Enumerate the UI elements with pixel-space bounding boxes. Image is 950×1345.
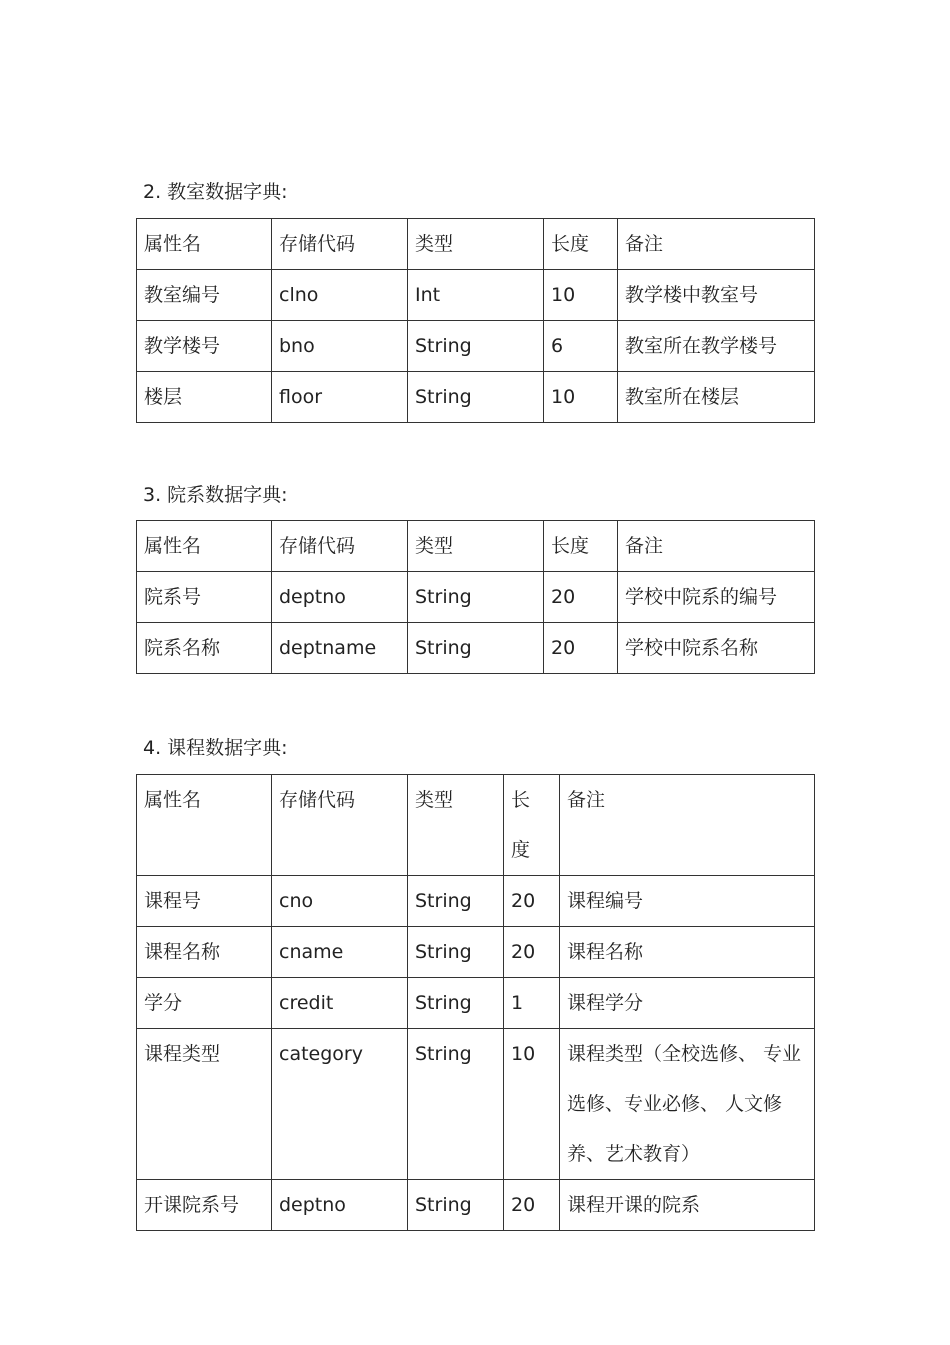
table-cell: 院系名称 xyxy=(137,623,272,674)
table-cell: 10 xyxy=(544,372,618,423)
header-cell: 备注 xyxy=(618,219,815,270)
table-row xyxy=(137,321,815,372)
table-cell: String xyxy=(408,321,544,372)
table-cell: 10 xyxy=(544,270,618,321)
table-row xyxy=(137,623,815,674)
header-cell: 备注 xyxy=(560,775,815,876)
section-title-course: 4. 课程数据字典: xyxy=(143,737,288,759)
header-cell: 存储代码 xyxy=(272,219,408,270)
header-cell: 长度 xyxy=(544,219,618,270)
department-dictionary-table xyxy=(136,520,815,674)
table-cell: 开课院系号 xyxy=(137,1180,272,1231)
table-cell: String xyxy=(408,572,544,623)
table-cell: 课程名称 xyxy=(137,927,272,978)
table-cell: 教学楼号 xyxy=(137,321,272,372)
table-cell: 课程学分 xyxy=(560,978,815,1029)
table-row xyxy=(137,572,815,623)
table-cell: cno xyxy=(272,876,408,927)
section-title-department: 3. 院系数据字典: xyxy=(143,484,288,506)
table-row xyxy=(137,1180,815,1231)
table-row xyxy=(137,876,815,927)
table-cell: 课程开课的院系 xyxy=(560,1180,815,1231)
table-cell: 6 xyxy=(544,321,618,372)
table-cell: Int xyxy=(408,270,544,321)
table-row xyxy=(137,372,815,423)
header-cell: 属性名 xyxy=(137,775,272,876)
table-cell: clno xyxy=(272,270,408,321)
section-title-classroom: 2. 教室数据字典: xyxy=(143,181,288,203)
table-cell: 学校中院系名称 xyxy=(618,623,815,674)
table-cell: 1 xyxy=(504,978,560,1029)
table-cell: category xyxy=(272,1029,408,1180)
table-cell: cname xyxy=(272,927,408,978)
header-cell: 存储代码 xyxy=(272,775,408,876)
table-cell: String xyxy=(408,927,504,978)
table-cell: floor xyxy=(272,372,408,423)
header-cell: 类型 xyxy=(408,521,544,572)
table-cell: deptno xyxy=(272,572,408,623)
table-cell: 课程类型 xyxy=(137,1029,272,1180)
table-cell: String xyxy=(408,876,504,927)
table-cell: credit xyxy=(272,978,408,1029)
table-cell: String xyxy=(408,623,544,674)
table-cell: String xyxy=(408,372,544,423)
header-cell: 属性名 xyxy=(137,521,272,572)
header-cell: 类型 xyxy=(408,219,544,270)
table-cell: deptname xyxy=(272,623,408,674)
table-cell: 课程号 xyxy=(137,876,272,927)
table-cell: deptno xyxy=(272,1180,408,1231)
table-header-row xyxy=(137,219,815,270)
header-cell: 属性名 xyxy=(137,219,272,270)
header-cell: 长度 xyxy=(544,521,618,572)
table-row xyxy=(137,978,815,1029)
table-header-row xyxy=(137,521,815,572)
header-cell: 备注 xyxy=(618,521,815,572)
header-cell: 存储代码 xyxy=(272,521,408,572)
table-cell: 楼层 xyxy=(137,372,272,423)
table-cell: 20 xyxy=(544,572,618,623)
table-cell: String xyxy=(408,1029,504,1180)
table-cell: 20 xyxy=(504,1180,560,1231)
table-cell: 20 xyxy=(544,623,618,674)
table-row xyxy=(137,1029,815,1180)
table-cell: bno xyxy=(272,321,408,372)
table-cell: 教室所在楼层 xyxy=(618,372,815,423)
table-cell: 教学楼中教室号 xyxy=(618,270,815,321)
course-dictionary-table xyxy=(136,774,815,1231)
table-cell: 10 xyxy=(504,1029,560,1180)
table-header-row xyxy=(137,775,815,876)
table-cell: 学分 xyxy=(137,978,272,1029)
header-cell: 类型 xyxy=(408,775,504,876)
table-cell: 教室编号 xyxy=(137,270,272,321)
table-cell: 课程名称 xyxy=(560,927,815,978)
classroom-dictionary-table xyxy=(136,218,815,423)
table-cell: String xyxy=(408,1180,504,1231)
table-cell: 课程编号 xyxy=(560,876,815,927)
table-cell: 院系号 xyxy=(137,572,272,623)
table-cell: 20 xyxy=(504,927,560,978)
table-cell: 课程类型（全校选修、 专业选修、专业必修、 人文修养、艺术教育） xyxy=(560,1029,815,1180)
table-cell: 教室所在教学楼号 xyxy=(618,321,815,372)
header-cell: 长度 xyxy=(504,775,560,876)
table-row xyxy=(137,927,815,978)
table-cell: 学校中院系的编号 xyxy=(618,572,815,623)
table-row xyxy=(137,270,815,321)
table-cell: 20 xyxy=(504,876,560,927)
table-cell: String xyxy=(408,978,504,1029)
